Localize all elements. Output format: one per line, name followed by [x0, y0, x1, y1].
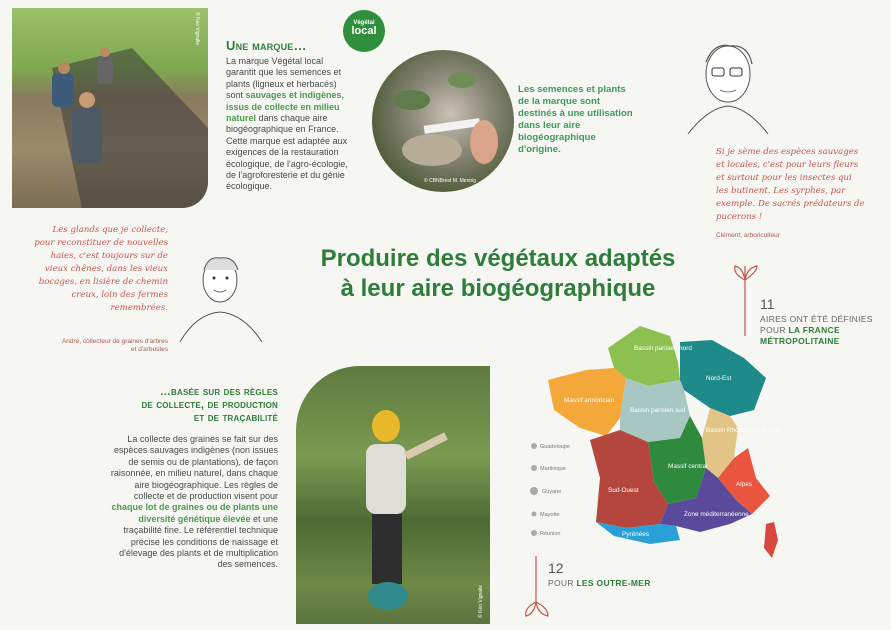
logo-line1: Végétal — [353, 20, 375, 26]
overseas-label: Réunion — [540, 531, 561, 537]
stat-overseas-label: POUR — [548, 578, 574, 588]
photo-seeds-illustration — [372, 50, 514, 192]
stat-metro-highlight: LA FRANCE MÉTROPOLITAINE — [760, 325, 840, 346]
photo-planting-illustration — [12, 8, 208, 208]
quote-clement-author: Clément, arboriculteur — [716, 232, 780, 239]
region-label: Zone méditerranéenne — [684, 511, 749, 518]
overseas-territories — [530, 443, 570, 537]
photo-collector-illustration — [296, 366, 490, 624]
region-label: Massif central — [668, 463, 708, 470]
region-label: Sud-Ouest — [608, 487, 639, 494]
region-label: Alpes — [736, 481, 752, 488]
rules-heading-line1: …basée sur des règles — [159, 386, 278, 398]
overseas-label: Martinique — [540, 466, 566, 472]
region-label: Bassin parisien nord — [634, 345, 692, 352]
stat-metro-label: AIRES ONT ÉTÉ DÉFINIES POUR — [760, 314, 873, 335]
photo-credit: © Kéo Vignalle — [478, 584, 484, 618]
quote-clement: Si je sème des espèces sauvages et locales, c'est pour leurs fleurs et surtout pour les insectes qui les butinent. Les syrphes, par exemple. De sacrés prédateurs de pucerons ! — [716, 147, 865, 222]
stat-overseas-highlight: LES OUTRE-MER — [576, 578, 651, 588]
stat-overseas-text — [548, 578, 651, 589]
rules-heading-line3: et de traçabilité — [193, 412, 278, 424]
vegetal-local-logo — [343, 10, 385, 52]
region-corse — [764, 522, 778, 558]
clement-portrait-drawing — [668, 36, 788, 140]
stat-overseas-number: 12 — [548, 560, 564, 576]
quote-andre: Les glands que je collecte, pour reconstituer de nouvelles haies, c'est toujours sur de vieux chênes, dans les vieux bocages, en lisière de chemin creux, loin des fermes remembrées. — [34, 225, 168, 313]
photo-credit: © CBNBrest M. Mennig — [424, 178, 477, 184]
region-label: Bassin Rhône Saône Jura — [706, 427, 781, 434]
overseas-label: Mayotte — [540, 512, 560, 518]
main-title-line2: à leur aire biogéographique — [340, 275, 656, 302]
rules-text-part2: et une traçabilité fine. Le référentiel technique précise les conditions de naissage et d'élevage des plants et de multiplication des semences. — [119, 513, 278, 570]
region-label: Nord-Est — [706, 375, 732, 382]
quote-andre-author: André, collecteur de graines d'arbres et d'arbustes — [61, 338, 168, 353]
region-label: Massif armoricain — [564, 397, 615, 404]
intro-text — [226, 56, 354, 193]
main-title — [268, 244, 728, 304]
rules-heading-line2: de collecte, de production — [141, 399, 278, 411]
seeds-note: Les semences et plants de la marque sont destinés à une utilisation dans leur aire biogéographique d'origine. — [518, 84, 633, 155]
france-biogeographic-map — [530, 318, 790, 558]
intro-text-highlight: sauvages et indigènes, issus de collecte en milieu naturel — [226, 90, 345, 124]
photo-planting-hedge — [12, 8, 208, 208]
intro-heading: Une marque… — [226, 38, 307, 53]
region-label: Pyrénées — [622, 531, 649, 538]
overseas-label: Guadeloupe — [540, 444, 570, 450]
main-title-line1: Produire des végétaux adaptés — [320, 245, 676, 272]
logo-line2: local — [351, 25, 377, 37]
rules-heading — [106, 386, 278, 425]
rules-text — [104, 434, 278, 571]
photo-seed-collector — [296, 366, 490, 624]
stat-metro-number: 11 — [760, 296, 775, 312]
rules-text-part1: La collecte des graines se fait sur des espèces sauvages indigènes (non issues de semis ou de plantations), de façon raisonnée, en milieu naturel, dans chaque aire biogéographique. Les règles de collecte et de production visent pour — [110, 434, 278, 502]
intro-text-part2: dans chaque aire biogéographique en France. Cette marque est adaptée aux exigences de la restauration écologique, de l'agro-écologie, de l'agroforesterie et du génie écologique. — [226, 113, 348, 192]
photo-credit: © Kéo Vignalle — [194, 12, 200, 46]
rules-text-highlight: chaque lot de graines ou de plants une diversité génétique élevée — [111, 502, 278, 524]
andre-portrait-drawing — [172, 248, 268, 344]
region-label: Bassin parisien sud — [630, 407, 686, 414]
photo-seeds — [372, 50, 514, 192]
intro-text-part1: La marque Végétal local garantit que les semences et plants (ligneux et herbacés) sont — [226, 56, 342, 101]
overseas-label: Guyane — [542, 489, 562, 495]
